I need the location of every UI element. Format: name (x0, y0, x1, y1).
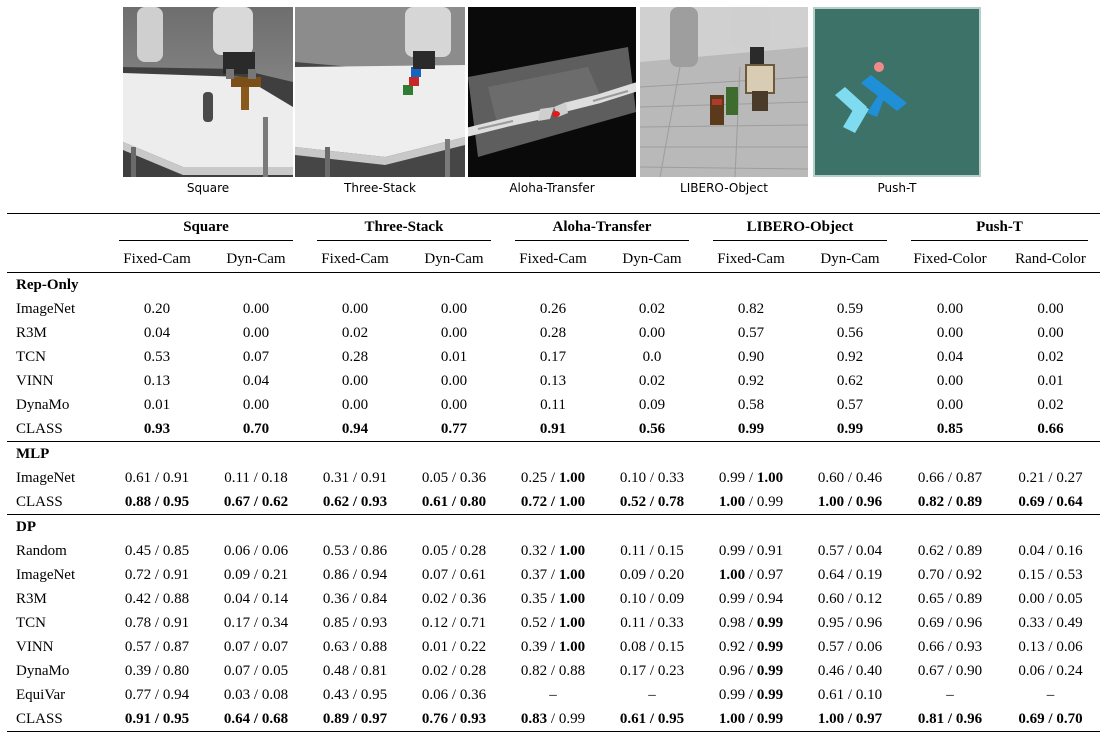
subcolumn-header: Fixed-Color (899, 246, 1001, 273)
value-cell: 0.01 (1037, 372, 1064, 389)
value-cell: 0.07 / 0.61 (421, 566, 487, 583)
value-cell: 1.00 / 0.97 (718, 566, 784, 583)
value-cell: 0.99 / 0.91 (718, 542, 784, 559)
subcolumn-header: Dyn-Cam (405, 246, 503, 273)
row-label: EquiVar (16, 686, 66, 703)
value-cell: 0.90 (737, 348, 765, 365)
value-cell: 0.78 / 0.91 (124, 614, 190, 631)
value-cell: 0.36 / 0.84 (322, 590, 388, 607)
value-cell: 0.00 (440, 324, 468, 341)
section-title: DP (7, 515, 107, 540)
value-cell: 0.86 / 0.94 (322, 566, 388, 583)
empty-cell (603, 273, 701, 298)
value-cell: 0.05 / 0.36 (421, 469, 487, 486)
aloha-transfer-render (468, 7, 636, 177)
value-cell: 0.11 (540, 396, 566, 413)
value-cell: 0.92 / 0.99 (718, 638, 784, 655)
value-cell: 0.72 / 0.91 (124, 566, 190, 583)
row-label: TCN (16, 348, 46, 365)
value-cell: 0.70 (242, 420, 270, 437)
value-cell: 0.67 / 0.90 (917, 662, 983, 679)
value-cell: 0.31 / 0.91 (322, 469, 388, 486)
empty-cell (207, 515, 305, 540)
value-cell: 0.56 (836, 324, 864, 341)
value-cell: 0.15 / 0.53 (1018, 566, 1083, 583)
value-cell: 0.33 / 0.49 (1018, 614, 1083, 631)
value-cell: 0.61 / 0.80 (421, 493, 487, 510)
value-cell: 0.00 (936, 300, 964, 317)
value-cell: 0.28 (341, 348, 369, 365)
empty-cell (107, 442, 207, 467)
empty-cell (899, 442, 1001, 467)
value-cell: 0.99 (737, 420, 765, 437)
group-header (701, 214, 899, 247)
panel-caption: Aloha-Transfer (509, 181, 595, 195)
value-cell: 0.06 / 0.36 (421, 686, 487, 703)
row-label: CLASS (16, 493, 63, 510)
value-cell: 0.00 (440, 396, 468, 413)
table-row (7, 490, 1100, 515)
table-row (7, 297, 1100, 321)
corner-cell (7, 214, 107, 247)
group-label: Square (119, 219, 293, 241)
value-cell: 0.91 / 0.95 (107, 707, 207, 732)
empty-cell (305, 442, 405, 467)
empty-cell (503, 515, 603, 540)
empty-cell (701, 273, 801, 298)
value-cell: 0.60 / 0.46 (817, 469, 883, 486)
value-cell: 1.00 / 0.99 (701, 707, 801, 732)
value-cell: 0.62 / 0.93 (322, 493, 388, 510)
value-cell: 0.53 (143, 348, 171, 365)
empty-cell (405, 515, 503, 540)
value-cell: 0.04 / 0.14 (223, 590, 289, 607)
value-cell: 0.62 (836, 372, 864, 389)
value-cell: 1.00 / 0.96 (817, 493, 883, 510)
empty-cell (603, 442, 701, 467)
value-cell: 0.02 (341, 324, 369, 341)
libero-object-render (640, 7, 808, 177)
value-cell: 0.10 / 0.09 (619, 590, 685, 607)
table-row (7, 393, 1100, 417)
section-title: MLP (7, 442, 107, 467)
subcolumn-header: Fixed-Cam (701, 246, 801, 273)
value-cell: 0.69 / 0.96 (917, 614, 983, 631)
value-cell: 0.20 (143, 300, 171, 317)
panel-caption: Square (186, 181, 230, 195)
corner-cell (7, 246, 107, 273)
value-cell: 0.04 (242, 372, 270, 389)
value-cell: 0.82 (737, 300, 765, 317)
empty-cell (701, 442, 801, 467)
empty-cell (1001, 273, 1100, 298)
section-header-row (7, 273, 1100, 298)
table-row (7, 587, 1100, 611)
value-cell: 0.99 / 1.00 (718, 469, 784, 486)
value-cell: 0.00 (936, 372, 964, 389)
value-cell: 0.64 / 0.68 (207, 707, 305, 732)
value-cell: 0.94 (341, 420, 369, 437)
value-cell: 0.26 (539, 300, 567, 317)
value-cell: 0.59 (836, 300, 864, 317)
table-row (7, 539, 1100, 563)
subcolumn-header: Dyn-Cam (801, 246, 899, 273)
value-cell: 0.72 / 1.00 (520, 493, 586, 510)
value-cell: 0.12 / 0.71 (421, 614, 487, 631)
value-cell: 0.05 / 0.28 (421, 542, 487, 559)
value-cell: 0.09 (638, 396, 666, 413)
value-cell: 0.96 / 0.99 (718, 662, 784, 679)
value-cell: 0.00 (1037, 324, 1064, 341)
empty-cell (899, 515, 1001, 540)
value-cell: 0.39 / 1.00 (520, 638, 586, 655)
table-row (7, 635, 1100, 659)
section-header-row (7, 515, 1100, 540)
empty-cell (405, 442, 503, 467)
row-label: ImageNet (16, 300, 76, 317)
value-cell: 0.66 (1037, 420, 1064, 437)
value-cell: 0.00 (242, 396, 270, 413)
value-cell: 0.92 (836, 348, 864, 365)
value-cell: 0.93 (143, 420, 171, 437)
row-label: CLASS (16, 420, 63, 437)
value-cell: 0.07 / 0.07 (223, 638, 289, 655)
value-cell: 0.57 (737, 324, 765, 341)
table-row (7, 683, 1100, 707)
three-stack-render (295, 7, 465, 177)
value-cell: 0.01 (440, 348, 468, 365)
value-cell: 0.60 / 0.12 (817, 590, 883, 607)
group-label: LIBERO-Object (713, 219, 887, 241)
empty-cell (207, 273, 305, 298)
row-label: ImageNet (16, 566, 76, 583)
group-label: Three-Stack (317, 219, 491, 241)
panel-caption: Three-Stack (344, 181, 416, 195)
empty-cell (107, 515, 207, 540)
empty-cell (899, 273, 1001, 298)
empty-cell (701, 515, 801, 540)
row-label: VINN (16, 372, 54, 389)
value-cell: – (648, 686, 656, 703)
section-title: Rep-Only (16, 276, 79, 293)
empty-cell (1001, 442, 1100, 467)
value-cell: 0.76 / 0.93 (405, 707, 503, 732)
value-cell: 0.88 / 0.95 (124, 493, 190, 510)
value-cell: 0.35 / 1.00 (520, 590, 586, 607)
value-cell: 0.00 (440, 300, 468, 317)
value-cell: 0.99 (836, 420, 864, 437)
value-cell: 0.00 (242, 324, 270, 341)
value-cell: 0.61 / 0.95 (603, 707, 701, 732)
value-cell: 0.89 / 0.97 (305, 707, 405, 732)
value-cell: 0.66 / 0.93 (917, 638, 983, 655)
value-cell: 1.00 / 0.97 (801, 707, 899, 732)
value-cell: 0.00 (936, 324, 964, 341)
value-cell: 0.37 / 1.00 (520, 566, 586, 583)
value-cell: – (1046, 686, 1055, 703)
value-cell: 0.39 / 0.80 (124, 662, 190, 679)
row-label: R3M (16, 324, 47, 341)
value-cell: 0.00 (936, 396, 964, 413)
value-cell: 0.62 / 0.89 (917, 542, 983, 559)
value-cell: – (946, 686, 954, 703)
value-cell: 0.99 / 0.94 (718, 590, 784, 607)
results-table (7, 213, 1100, 732)
value-cell: 0.57 / 0.04 (817, 542, 883, 559)
value-cell: 0.81 / 0.96 (899, 707, 1001, 732)
value-cell: 0.02 (1037, 348, 1064, 365)
value-cell: 0.00 (242, 300, 270, 317)
value-cell: 0.56 (638, 420, 666, 437)
value-cell: 0.53 / 0.86 (322, 542, 388, 559)
value-cell: 0.99 / 0.99 (718, 686, 784, 703)
value-cell: 0.61 / 0.91 (124, 469, 190, 486)
value-cell: 0.67 / 0.62 (223, 493, 289, 510)
table-row (7, 563, 1100, 587)
table-row (7, 466, 1100, 490)
section-header-row (7, 442, 1100, 467)
empty-cell (405, 273, 503, 298)
subcolumn-header: Fixed-Cam (503, 246, 603, 273)
value-cell: 0.13 (143, 372, 171, 389)
value-cell: 0.17 / 0.34 (223, 614, 289, 631)
value-cell: 0.32 / 1.00 (520, 542, 586, 559)
empty-cell (503, 273, 603, 298)
value-cell: 0.52 / 0.78 (619, 493, 685, 510)
table-row (7, 707, 1100, 732)
value-cell: 0.48 / 0.81 (322, 662, 388, 679)
group-header (107, 214, 305, 247)
value-cell: 0.69 / 0.64 (1018, 493, 1083, 510)
subcolumn-header-row (7, 246, 1100, 273)
value-cell: 0.06 / 0.06 (223, 542, 289, 559)
group-header (305, 214, 503, 247)
row-label: CLASS (7, 707, 107, 732)
empty-cell (1001, 515, 1100, 540)
value-cell: 0.92 (737, 372, 765, 389)
value-cell: 0.00 (440, 372, 468, 389)
row-label: TCN (16, 614, 46, 631)
table-row (7, 345, 1100, 369)
value-cell: 0.58 (737, 396, 765, 413)
value-cell: 0.64 / 0.19 (817, 566, 883, 583)
subcolumn-header: Dyn-Cam (603, 246, 701, 273)
value-cell: 1.00 / 0.99 (718, 493, 784, 510)
table-row (7, 417, 1100, 442)
value-cell: – (549, 686, 557, 703)
value-cell: 0.61 / 0.10 (817, 686, 883, 703)
table-row (7, 659, 1100, 683)
value-cell: 0.00 / 0.05 (1018, 590, 1083, 607)
value-cell: 0.83 / 0.99 (503, 707, 603, 732)
value-cell: 0.02 (638, 372, 666, 389)
value-cell: 0.11 / 0.18 (224, 469, 288, 486)
empty-cell (801, 515, 899, 540)
value-cell: 0.01 / 0.22 (421, 638, 487, 655)
subcolumn-header: Rand-Color (1001, 246, 1100, 273)
value-cell: 0.42 / 0.88 (124, 590, 190, 607)
value-cell: 0.28 (539, 324, 567, 341)
value-cell: 0.82 / 0.89 (917, 493, 983, 510)
empty-cell (305, 515, 405, 540)
empty-cell (603, 515, 701, 540)
value-cell: 0.00 (341, 372, 369, 389)
value-cell: 0.09 / 0.20 (619, 566, 685, 583)
row-label: R3M (16, 590, 47, 607)
group-label: Aloha-Transfer (515, 219, 689, 241)
value-cell: 0.91 (539, 420, 567, 437)
value-cell: 0.52 / 1.00 (520, 614, 586, 631)
row-label: DynaMo (16, 396, 70, 413)
value-cell: 0.66 / 0.87 (917, 469, 983, 486)
subcolumn-header: Fixed-Cam (305, 246, 405, 273)
figure-panels (123, 7, 983, 199)
group-header (503, 214, 701, 247)
value-cell: 0.00 (638, 324, 666, 341)
value-cell: 0.46 / 0.40 (817, 662, 883, 679)
value-cell: 0.43 / 0.95 (322, 686, 388, 703)
table-row (7, 369, 1100, 393)
value-cell: 0.69 / 0.70 (1001, 707, 1100, 732)
value-cell: 0.85 / 0.93 (322, 614, 388, 631)
value-cell: 0.57 (836, 396, 864, 413)
value-cell: 0.01 (143, 396, 171, 413)
empty-cell (305, 273, 405, 298)
group-label: Push-T (911, 219, 1088, 241)
value-cell: 0.09 / 0.21 (223, 566, 289, 583)
value-cell: 0.02 (1037, 396, 1064, 413)
value-cell: 0.11 / 0.15 (620, 542, 684, 559)
value-cell: 0.13 (539, 372, 567, 389)
value-cell: 0.02 / 0.28 (421, 662, 487, 679)
value-cell: 0.07 / 0.05 (223, 662, 289, 679)
row-label: ImageNet (16, 469, 76, 486)
value-cell: 0.11 / 0.33 (620, 614, 684, 631)
panel-caption: Push-T (877, 181, 917, 195)
value-cell: 0.07 (242, 348, 270, 365)
empty-cell (207, 442, 305, 467)
row-label: DynaMo (16, 662, 70, 679)
value-cell: 0.04 / 0.16 (1018, 542, 1083, 559)
value-cell: 0.63 / 0.88 (322, 638, 388, 655)
value-cell: 0.17 (539, 348, 567, 365)
value-cell: 0.00 (341, 396, 369, 413)
table-row (7, 611, 1100, 635)
value-cell: 0.17 / 0.23 (619, 662, 685, 679)
empty-cell (107, 273, 207, 298)
value-cell: 0.45 / 0.85 (124, 542, 190, 559)
value-cell: 0.08 / 0.15 (619, 638, 685, 655)
row-label: VINN (16, 638, 54, 655)
value-cell: 0.77 / 0.94 (124, 686, 190, 703)
value-cell: 0.82 / 0.88 (520, 662, 586, 679)
subcolumn-header: Fixed-Cam (107, 246, 207, 273)
table-row (7, 321, 1100, 345)
value-cell: 0.21 / 0.27 (1018, 469, 1083, 486)
value-cell: 0.65 / 0.89 (917, 590, 983, 607)
value-cell: 0.0 (642, 348, 662, 365)
value-cell: 0.03 / 0.08 (223, 686, 289, 703)
value-cell: 0.25 / 1.00 (520, 469, 586, 486)
push-t-render (813, 7, 981, 177)
value-cell: 0.57 / 0.87 (124, 638, 190, 655)
value-cell: 0.95 / 0.96 (817, 614, 883, 631)
panel-caption: LIBERO-Object (680, 181, 768, 195)
value-cell: 0.06 / 0.24 (1018, 662, 1083, 679)
value-cell: 0.98 / 0.99 (718, 614, 784, 631)
value-cell: 0.02 / 0.36 (421, 590, 487, 607)
group-header-row (7, 214, 1100, 247)
empty-cell (801, 442, 899, 467)
value-cell: 0.57 / 0.06 (817, 638, 883, 655)
value-cell: 0.13 / 0.06 (1018, 638, 1083, 655)
value-cell: 0.00 (1037, 300, 1064, 317)
square-render (123, 7, 293, 177)
empty-cell (801, 273, 899, 298)
row-label: Random (16, 542, 67, 559)
value-cell: 0.04 (936, 348, 964, 365)
group-header (899, 214, 1100, 247)
value-cell: 0.00 (341, 300, 369, 317)
value-cell: 0.85 (936, 420, 964, 437)
subcolumn-header: Dyn-Cam (207, 246, 305, 273)
value-cell: 0.77 (440, 420, 468, 437)
value-cell: 0.10 / 0.33 (619, 469, 685, 486)
value-cell: 0.02 (638, 300, 666, 317)
empty-cell (503, 442, 603, 467)
value-cell: 0.70 / 0.92 (917, 566, 983, 583)
value-cell: 0.04 (143, 324, 171, 341)
